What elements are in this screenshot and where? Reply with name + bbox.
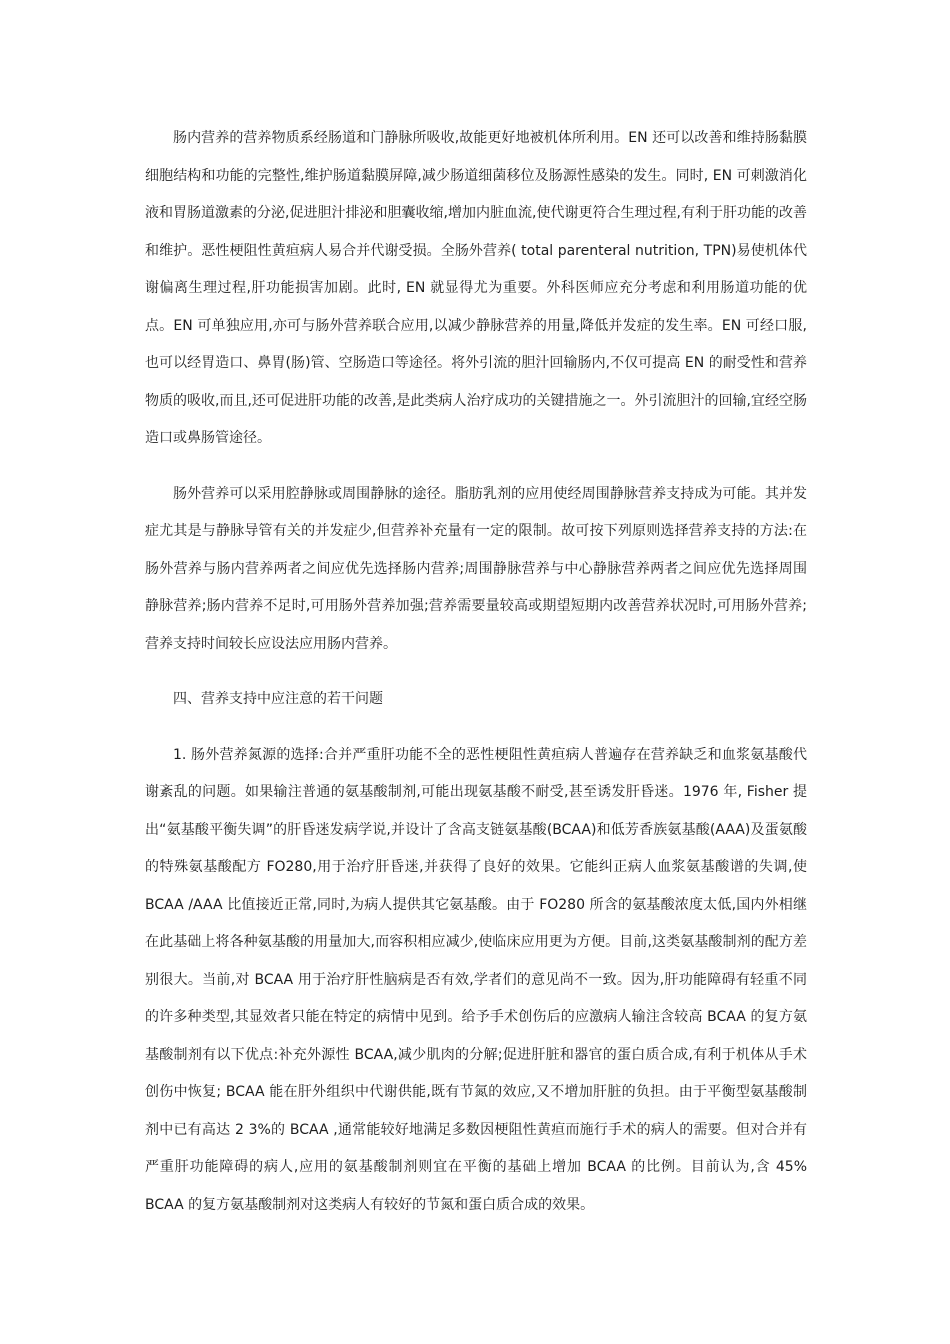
paragraph-nitrogen-source: 1. 肠外营养氮源的选择:合并严重肝功能不全的恶性梗阻性黄疸病人普遍存在营养缺乏和血浆氨基酸代谢紊乱的问题。如果输注普通的氨基酸制剂,可能出现氨基酸不耐受,甚至诱发肝昏迷。1976 年, Fisher 提出“氨基酸平衡失调”的肝昏迷发病学说,并设计了含高支链氨基酸(BCAA)和低芳香族氨基酸(AAA)及蛋氨酸的特殊氨基酸配方 FO280,用于治疗肝昏迷,并获得了良好的效果。它能纠正病人血浆氨基酸谱的失调,使 BCAA /AAA 比值接近正常,同时,为病人提供其它氨基酸。由于 FO280 所含的氨基酸浓度太低,国内外相继在此基础上将各种氨基酸的用量加大,而容积相应减少,使临床应用更为方便。目前,这类氨基酸制剂的配方差别很大。当前,对 BCAA 用于治疗肝性脑病是否有效,学者们的意见尚不一致。因为,肝功能障碍有轻重不同的许多种类型,其显效者只能在特定的病情中见到。给予手术创伤后的应激病人输注含较高 BCAA 的复方氨基酸制剂有以下优点:补充外源性 BCAA,减少肌肉的分解;促进肝脏和器官的蛋白质合成,有利于机体从手术创伤中恢复; BCAA 能在肝外组织中代谢供能,既有节氮的效应,又不增加肝脏的负担。由于平衡型氨基酸制剂中已有高达 2 3%的 BCAA ,通常能较好地满足多数因梗阻性黄疸而施行手术的病人的需要。但对合并有严重肝功能障碍的病人,应用的氨基酸制剂则宜在平衡的基础上增加 BCAA 的比例。目前认为,含 45% BCAA 的复方氨基酸制剂对这类病人有较好的节氮和蛋白质合成的效果。: [145, 746, 807, 1213]
document-body: [145, 120, 807, 1242]
paragraph-enteral-nutrition: 肠内营养的营养物质系经肠道和门静脉所吸收,故能更好地被机体所利用。EN 还可以改善和维持肠黏膜细胞结构和功能的完整性,维护肠道黏膜屏障,减少肠道细菌移位及肠源性感染的发生。同时, EN 可刺激消化液和胃肠道激素的分泌,促进胆汁排泌和胆囊收缩,增加内脏血流,使代谢更符合生理过程,有利于肝功能的改善和维护。恶性梗阻性黄疸病人易合并代谢受损。全肠外营养( total parenteral nutrition, TPN)易使机体代谢偏离生理过程,肝功能损害加剧。此时, EN 就显得尤为重要。外科医师应充分考虑和利用肠道功能的优点。EN 可单独应用,亦可与肠外营养联合应用,以减少静脉营养的用量,降低并发症的发生率。EN 可经口服,也可以经胃造口、鼻胃(肠)管、空肠造口等途径。将外引流的胆汁回输肠内,不仅可提高 EN 的耐受性和营养物质的吸收,而且,还可促进肝功能的改善,是此类病人治疗成功的关键措施之一。外引流胆汁的回输,宜经空肠造口或鼻肠管途径。: [145, 130, 807, 446]
paragraph-parenteral-nutrition: 肠外营养可以采用腔静脉或周围静脉的途径。脂肪乳剂的应用使经周围静脉营养支持成为可能。其并发症尤其是与静脉导管有关的并发症少,但营养补充量有一定的限制。故可按下列原则选择营养支持的方法:在肠外营养与肠内营养两者之间应优先选择肠内营养;周围静脉营养与中心静脉营养两者之间应优先选择周围静脉营养;肠内营养不足时,可用肠外营养加强;营养需要量较高或期望短期内改善营养状况时,可用肠外营养;营养支持时间较长应设法应用肠内营养。: [145, 485, 807, 652]
section-heading: 四、营养支持中应注意的若干问题: [173, 691, 383, 707]
